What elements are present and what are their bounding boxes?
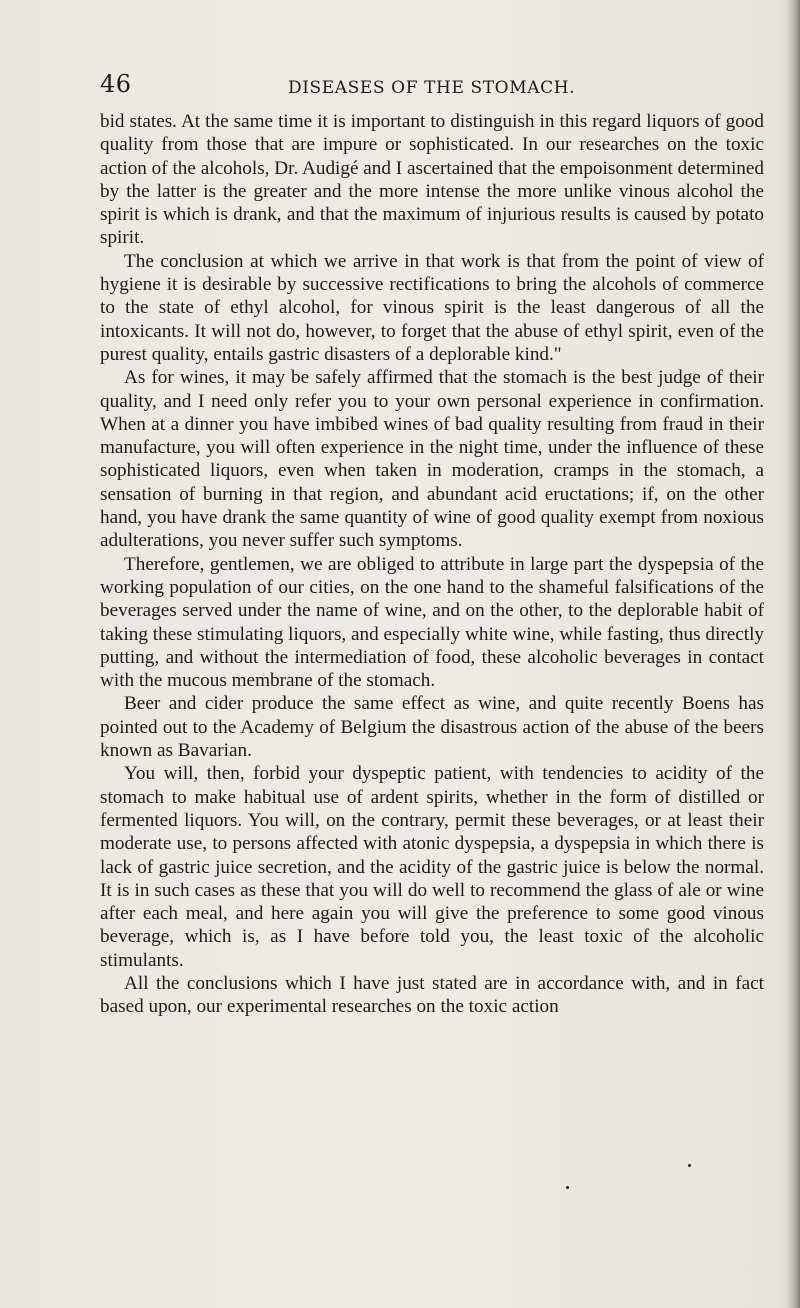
running-head: DISEASES OF THE STOMACH. <box>288 78 576 98</box>
paragraph-7: All the conclusions which I have just stated are in accordance with, and in fact based upon, our experimental researches on the toxic action <box>100 972 764 1018</box>
paragraph-3: As for wines, it may be safely affirmed that the stomach is the best judge of their quality, and I need only refer you to your own personal experience in confirmation. When at a dinner you have imbibed wines of bad quality resulting from fraud in their manufacture, you will often experience in the night time, under the influence of these sophisticated liquors, even when taken in moderation, cramps in the stomach, a sensation of burning in that region, and abundant acid eructations; if, on the other hand, you have drank the same quantity of wine of good quality exempt from noxious adulterations, you never suffer such symptoms. <box>100 367 764 552</box>
ink-speck <box>566 1186 569 1189</box>
paragraph-2: The conclusion at which we arrive in that work is that from the point of view of hygiene it is desirable by successive rectifications to bring the alcohols of commerce to the state of ethyl alcohol, for vinous spirit is the least dangerous of all the intoxicants. It will not do, however, to forget that the abuse of ethyl spirit, even of the purest quality, entails gastric disasters of a deplorable kind." <box>100 250 764 365</box>
ink-speck <box>688 1164 691 1167</box>
paragraph-4: Therefore, gentlemen, we are obliged to attribute in large part the dyspepsia of the working population of our cities, on the one hand to the shameful falsifications of the beverages served under the name of wine, and on the other, to the deplorable habit of taking these stimulating liquors, and especially white wine, while fasting, thus directly putting, and without the intermediation of food, these alcoholic beverages in contact with the mucous membrane of the stomach. <box>100 553 764 692</box>
page-edge-shadow <box>786 0 800 1308</box>
page-header <box>100 70 780 104</box>
paragraph-1: bid states. At the same time it is important to distinguish in this regard liquors of good quality from those that are impure or sophisticated. In our researches on the toxic action of the alcohols, Dr. Audigé and I ascertained that the empoisonment determined by the latter is the greater and the more intense the more unlike vinous alcohol the spirit is which is drank, and that the maximum of injurious results is caused by potato spirit. <box>100 111 764 249</box>
body-text <box>100 110 764 1019</box>
paragraph-6: You will, then, forbid your dyspeptic patient, with tendencies to acidity of the stomach to make habitual use of ardent spirits, whether in the form of distilled or fermented liquors. You will, on the contrary, permit these beverages, or at least their moderate use, to persons affected with atonic dyspepsia, a dyspepsia in which there is lack of gastric juice secretion, and the acidity of the gastric juice is below the normal. It is in such cases as these that you will do well to recommend the glass of ale or wine after each meal, and here again you will give the preference to some good vinous beverage, which is, as I have before told you, the least toxic of the alcoholic stimulants. <box>100 763 764 971</box>
paragraph-5: Beer and cider produce the same effect as wine, and quite recently Boens has pointed out to the Academy of Belgium the disastrous action of the abuse of the beers known as Bavarian. <box>100 693 764 762</box>
page-number: 46 <box>100 70 132 98</box>
